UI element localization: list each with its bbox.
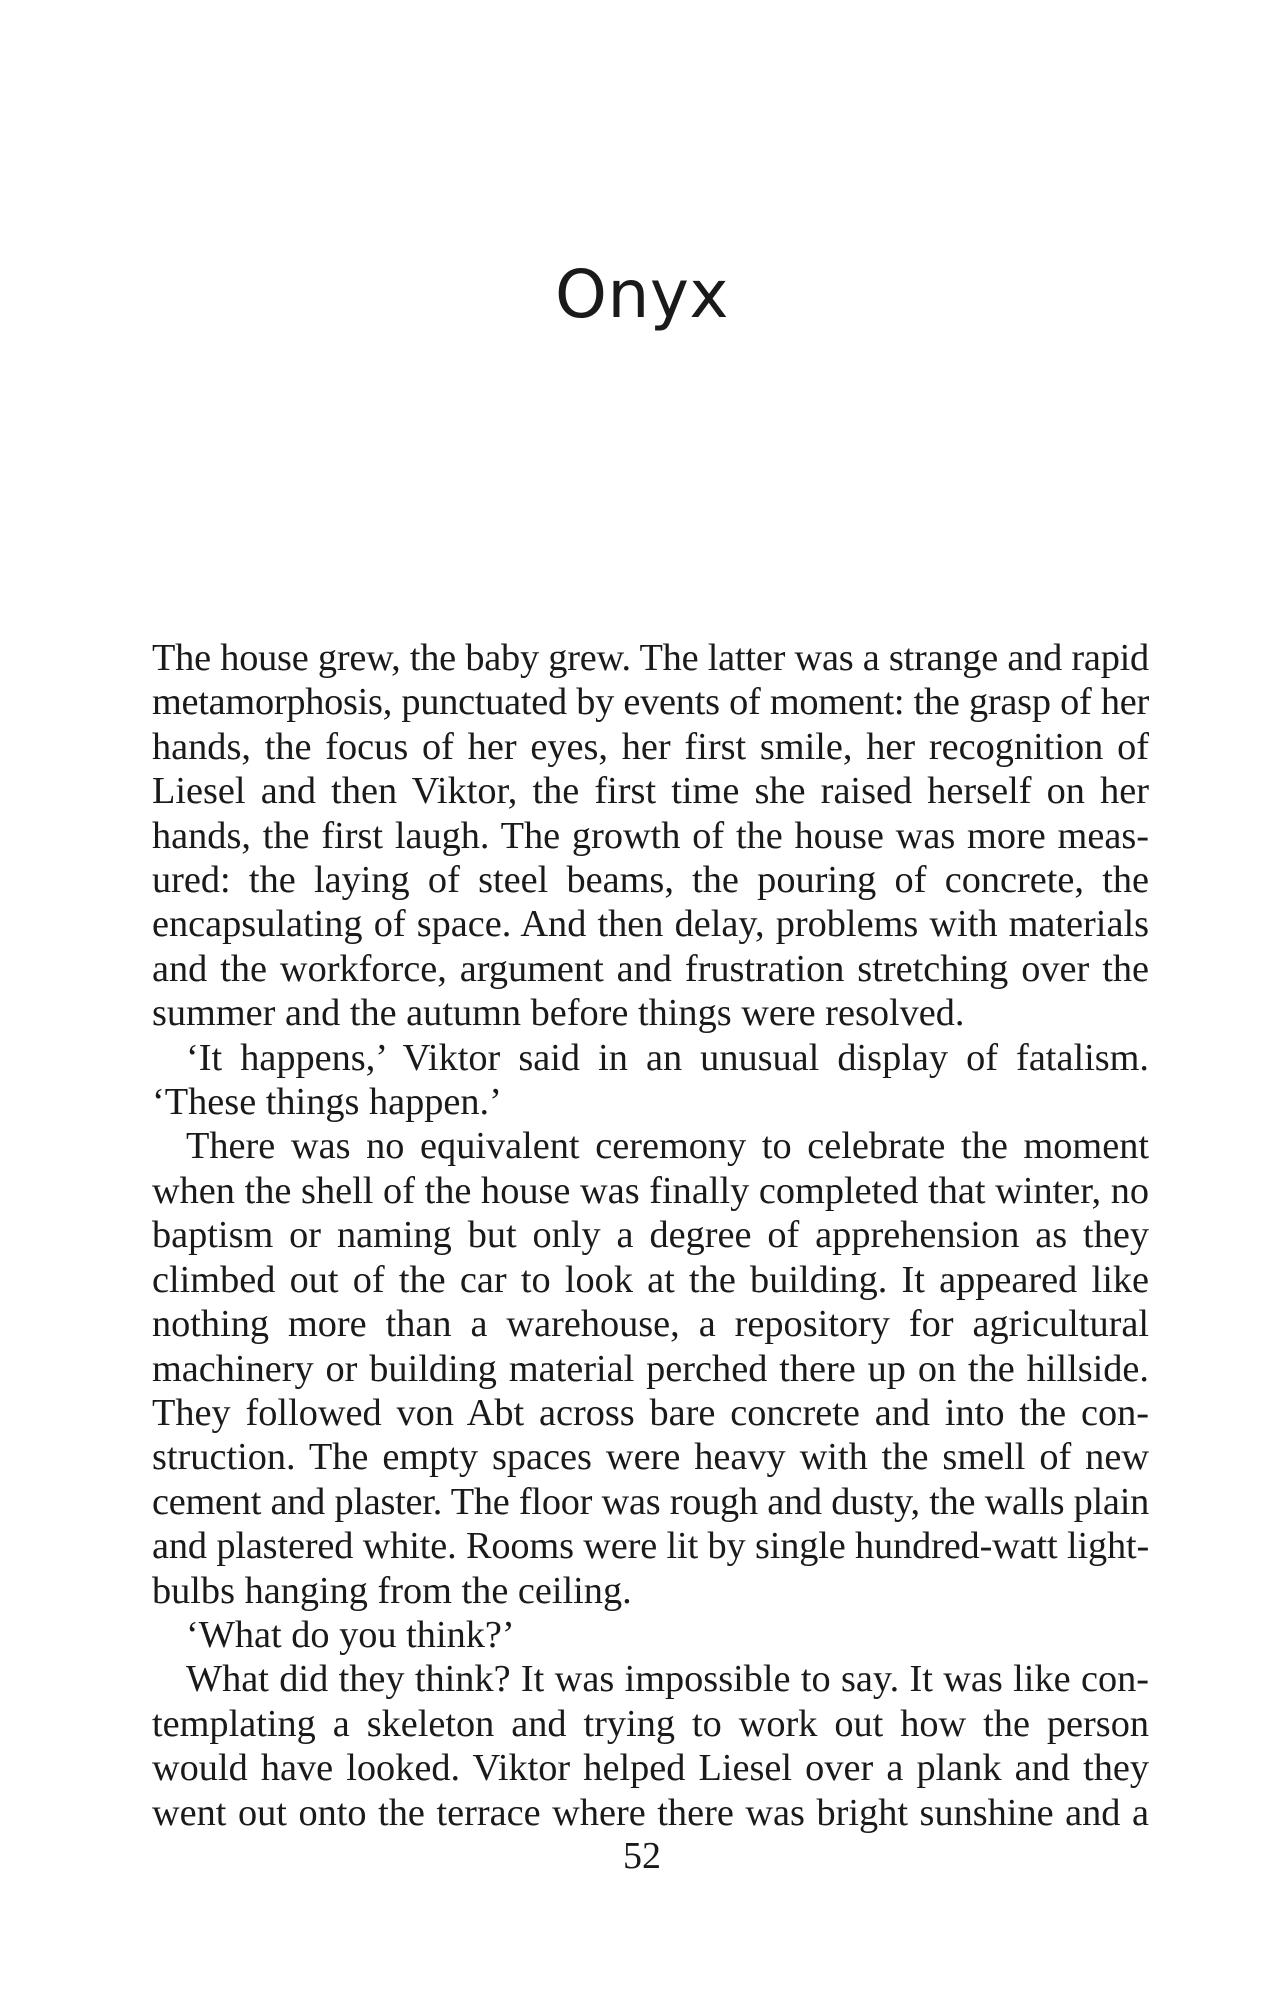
text-line: ‘What do you think?’ xyxy=(186,1613,515,1656)
text-line: summer and the autumn before things were resolved. xyxy=(152,992,965,1035)
text-line: templating a skeleton and trying to work out how the person xyxy=(152,1702,1149,1745)
text-line: What did they think? It was impossible to say. It was like con- xyxy=(186,1658,1149,1701)
text-line: and plastered white. Rooms were lit by single hundred-watt light- xyxy=(152,1525,1150,1568)
text-line: cement and plaster. The floor was rough and dusty, the walls plain xyxy=(152,1480,1149,1523)
text-line: ‘These things happen.’ xyxy=(152,1081,502,1124)
text-line: when the shell of the house was finally completed that winter, no xyxy=(152,1169,1149,1212)
text-line: ured: the laying of steel beams, the pouring of concrete, the xyxy=(152,859,1149,902)
text-line: They followed von Abt across bare concrete and into the con- xyxy=(152,1391,1149,1434)
text-line: went out onto the terrace where there was bright sunshine and a xyxy=(152,1791,1149,1834)
body-text xyxy=(152,636,1149,1835)
text-line: The house grew, the baby grew. The latter was a strange and rapid xyxy=(152,637,1149,679)
text-line: There was no equivalent ceremony to celebrate the moment xyxy=(186,1125,1149,1168)
text-line: baptism or naming but only a degree of apprehension as they xyxy=(152,1214,1149,1257)
text-line: Liesel and then Viktor, the first time she raised herself on her xyxy=(152,770,1149,813)
text-line: ‘It happens,’ Viktor said in an unusual display of fatalism. xyxy=(186,1036,1149,1079)
text-line: bulbs hanging from the ceiling. xyxy=(152,1569,632,1612)
text-line: nothing more than a warehouse, a repository for agricultural xyxy=(152,1303,1149,1346)
text-line: would have looked. Viktor helped Liesel over a plank and they xyxy=(152,1747,1149,1790)
chapter-title: Onyx xyxy=(555,256,729,333)
text-line: metamorphosis, punctuated by events of moment: the grasp of her xyxy=(152,681,1149,724)
text-line: encapsulating of space. And then delay, problems with materials xyxy=(152,903,1149,946)
text-line: hands, the first laugh. The growth of the house was more meas- xyxy=(152,814,1149,857)
text-line: and the workforce, argument and frustration stretching over the xyxy=(152,947,1149,990)
text-line: hands, the focus of her eyes, her first smile, her recognition of xyxy=(152,725,1149,768)
text-line: climbed out of the car to look at the building. It appeared like xyxy=(152,1258,1149,1301)
text-line: machinery or building material perched there up on the hillside. xyxy=(152,1347,1149,1390)
page-number: 52 xyxy=(623,1835,661,1877)
text-line: struction. The empty spaces were heavy with the smell of new xyxy=(152,1436,1149,1479)
